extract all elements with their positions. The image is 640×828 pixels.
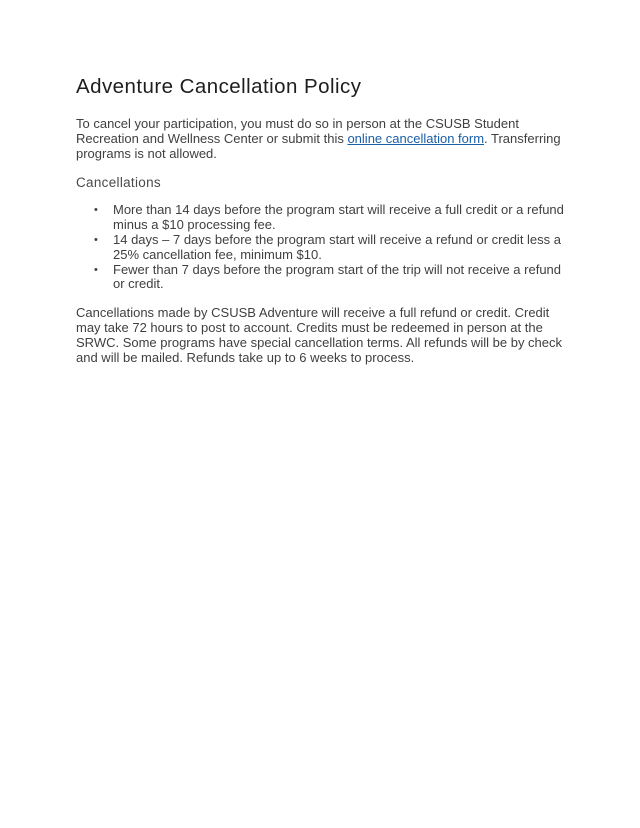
- intro-text-before-link: To cancel your participation, you must do so in person at the CSUSB Student Recreation and Wellness Center or submit this: [76, 116, 519, 146]
- intro-text-after-link: . Transferring programs is not allowed.: [76, 130, 561, 161]
- list-item: [94, 231, 568, 263]
- list-item: [94, 202, 568, 233]
- list-item-text: Fewer than 7 days before the program start of the trip will not receive a refund or credit.: [113, 261, 562, 292]
- intro-paragraph: [76, 117, 568, 161]
- list-item-text: More than 14 days before the program start will receive a full credit or a refund minus a $10 processing fee.: [113, 202, 564, 233]
- cancellation-rules-list: [76, 203, 568, 292]
- list-item-text: 14 days – 7 days before the program start will receive a refund or credit less a 25% cancellation fee, minimum $10.: [113, 231, 561, 262]
- cancellations-heading: Cancellations: [76, 175, 161, 191]
- bullet-icon: •: [94, 233, 98, 246]
- bullet-icon: •: [94, 204, 98, 217]
- closing-paragraph: Cancellations made by CSUSB Adventure will receive a full refund or credit. Credit may take 72 hours to post to account. Credits must be redeemed in person at the SRWC. Some programs have special cancellation terms. All refunds will be by check and will be mailed. Refunds take up to 6 weeks to process.: [76, 305, 563, 365]
- bullet-icon: •: [94, 263, 98, 276]
- page-title: Adventure Cancellation Policy: [76, 75, 362, 98]
- list-item: [94, 261, 568, 293]
- online-cancellation-form-link[interactable]: online cancellation form: [347, 130, 485, 146]
